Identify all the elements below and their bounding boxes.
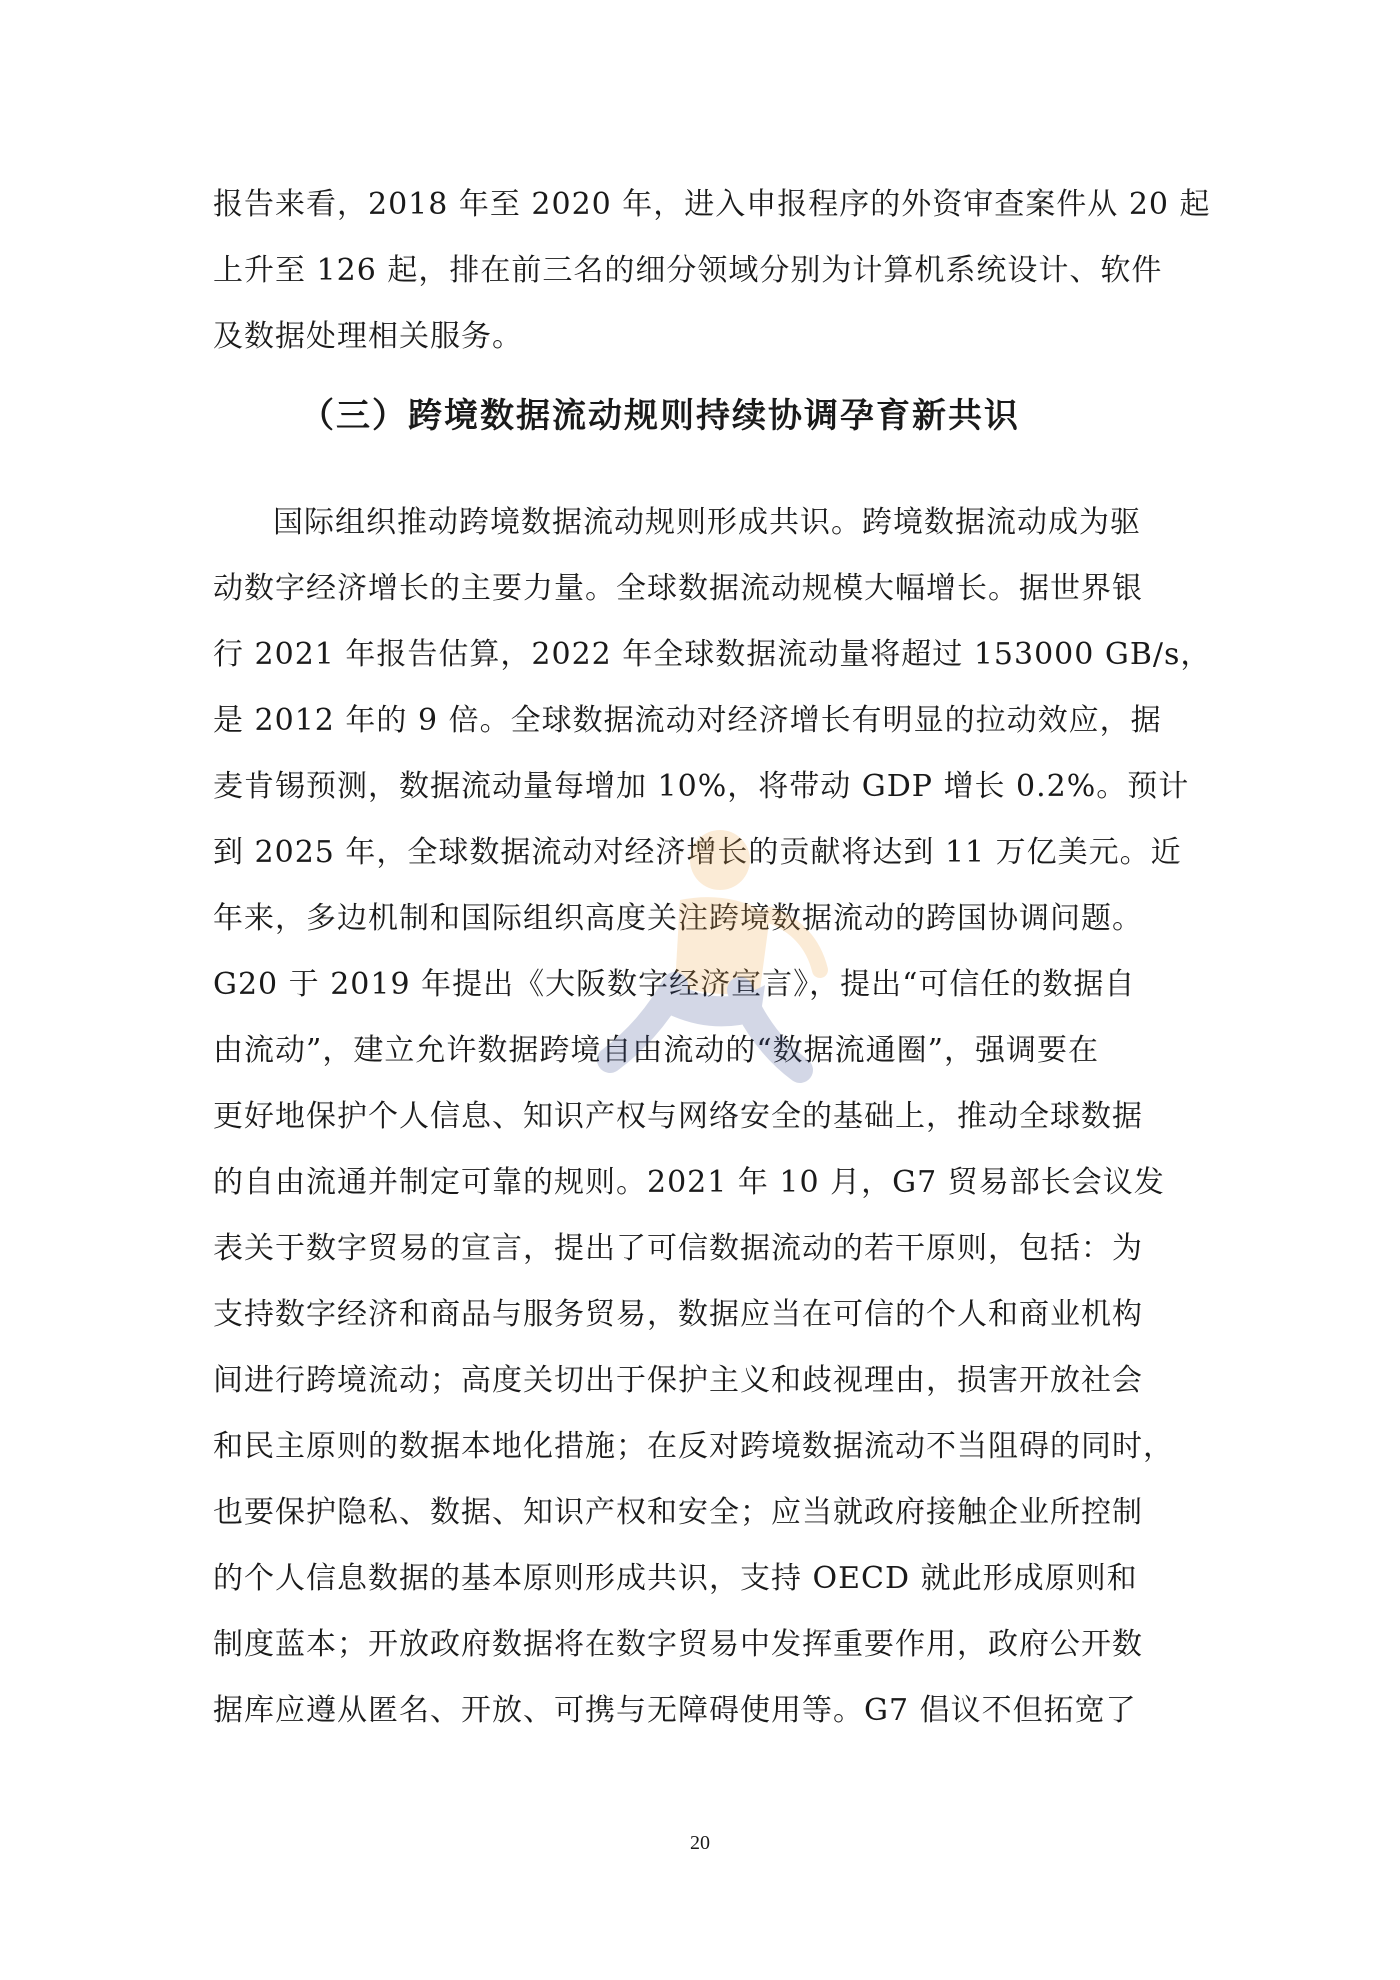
continued-paragraph [213, 172, 1211, 370]
text-line: 及数据处理相关服务。 [213, 319, 523, 354]
text-line: 行 2021 年报告估算，2022 年全球数据流动量将超过 153000 GB/s， [213, 637, 1212, 672]
main-paragraph [213, 490, 1212, 1744]
text-line: 也要保护隐私、数据、知识产权和安全；应当就政府接触企业所控制 [213, 1495, 1143, 1530]
text-line: 表关于数字贸易的宣言，提出了可信数据流动的若干原则，包括：为 [213, 1231, 1143, 1266]
text-line: 的个人信息数据的基本原则形成共识，支持 OECD 就此形成原则和 [213, 1561, 1138, 1596]
text-line: 据库应遵从匿名、开放、可携与无障碍使用等。G7 倡议不但拓宽了 [213, 1693, 1137, 1728]
text-line: 报告来看，2018 年至 2020 年，进入申报程序的外资审查案件从 20 起 [213, 187, 1211, 222]
paragraph-lead: 国际组织推动跨境数据流动规则形成共识。 [273, 505, 862, 540]
text-line: 麦肯锡预测，数据流动量每增加 10%，将带动 GDP 增长 0.2%。预计 [213, 769, 1190, 804]
text-line: 到 2025 年，全球数据流动对经济增长的贡献将达到 11 万亿美元。近 [213, 835, 1182, 870]
text-line: 上升至 126 起，排在前三名的细分领域分别为计算机系统设计、软件 [213, 253, 1163, 288]
text-line: 动数字经济增长的主要力量。全球数据流动规模大幅增长。据世界银 [213, 571, 1143, 606]
text-line: 是 2012 年的 9 倍。全球数据流动对经济增长有明显的拉动效应，据 [213, 703, 1162, 738]
text-line: 制度蓝本；开放政府数据将在数字贸易中发挥重要作用，政府公开数 [213, 1627, 1143, 1662]
text-line [213, 490, 1193, 556]
text-line: G20 于 2019 年提出《大阪数字经济宣言》，提出“可信任的数据自 [213, 967, 1136, 1002]
text-line: 由流动”，建立允许数据跨境自由流动的“数据流通圈”，强调要在 [213, 1033, 1100, 1068]
text-line: 年来，多边机制和国际组织高度关注跨境数据流动的跨国协调问题。 [213, 901, 1143, 936]
page-number: 20 [690, 1832, 710, 1854]
paragraph-first-line-rest: 跨境数据流动成为驱 [862, 505, 1141, 540]
text-line: 的自由流通并制定可靠的规则。2021 年 10 月，G7 贸易部长会议发 [213, 1165, 1165, 1200]
text-line: 更好地保护个人信息、知识产权与网络安全的基础上，推动全球数据 [213, 1099, 1143, 1134]
text-line: 间进行跨境流动；高度关切出于保护主义和歧视理由，损害开放社会 [213, 1363, 1143, 1398]
text-line: 和民主原则的数据本地化措施；在反对跨境数据流动不当阻碍的同时， [213, 1429, 1174, 1464]
section-heading: （三）跨境数据流动规则持续协调孕育新共识 [300, 396, 1020, 436]
text-line: 支持数字经济和商品与服务贸易，数据应当在可信的个人和商业机构 [213, 1297, 1143, 1332]
